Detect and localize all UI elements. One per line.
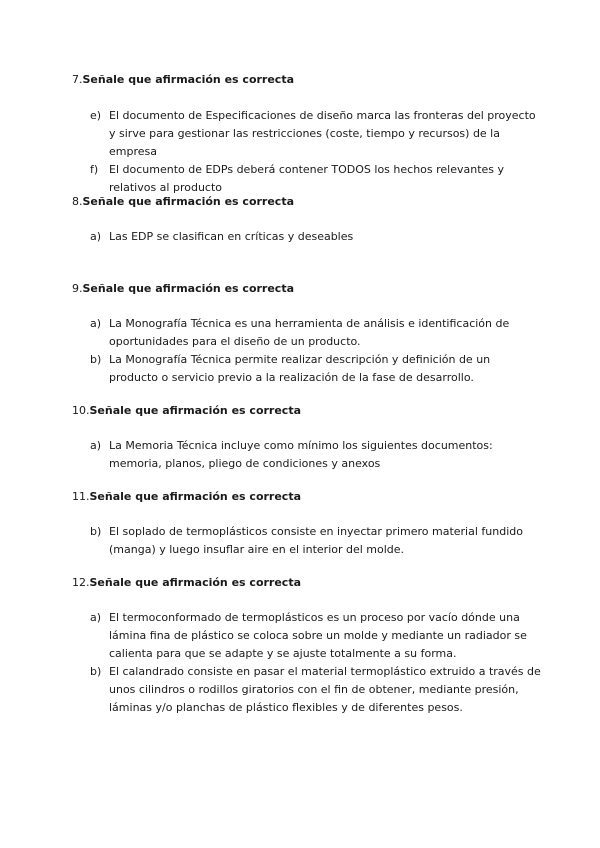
question-number: 8.: [72, 195, 83, 208]
option-text: El soplado de termoplásticos consiste en inyectar primero material fundido (manga) y luego insuflar aire en el interior del molde.: [109, 525, 523, 556]
option-text: El documento de EDPs deberá contener TODOS los hechos relevantes y relativos al producto: [109, 163, 505, 194]
option-text: La Monografía Técnica permite realizar descripción y definición de un producto o servicio previo a la realización de la fase de desarrollo.: [109, 353, 491, 384]
question-title: Señale que afirmación es correcta: [89, 404, 302, 417]
option-list: [72, 315, 542, 387]
option-text: Las EDP se clasifican en críticas y deseables: [109, 230, 354, 243]
option-text: El termoconformado de termoplásticos es un proceso por vacío dónde una lámina fina de plástico se coloca sobre un molde y mediante un radiador se calienta para que se adapte y se ajuste totalmente a su forma.: [109, 611, 527, 660]
option-letter: a): [90, 317, 102, 330]
question-title: Señale que afirmación es correcta: [82, 282, 295, 295]
option-list: [72, 523, 542, 559]
option-text: La Memoria Técnica incluye como mínimo los siguientes documentos: memoria, planos, pliego de condiciones y anexos: [109, 439, 493, 470]
option-list: [72, 107, 542, 197]
question-heading: [72, 194, 542, 209]
option-text: La Monografía Técnica es una herramienta de análisis e identificación de oportunidades para el diseño de un producto.: [109, 317, 510, 348]
option-item: [72, 523, 542, 559]
question-number: 12.: [72, 576, 90, 589]
question-title: Señale que afirmación es correcta: [89, 576, 302, 589]
option-letter: b): [90, 665, 102, 678]
question-title: Señale que afirmación es correcta: [82, 73, 295, 86]
question-heading: [72, 281, 542, 296]
option-letter: e): [90, 109, 102, 122]
option-text: El documento de Especificaciones de diseño marca las fronteras del proyecto y sirve para gestionar las restricciones (coste, tiempo y recursos) de la empresa: [109, 109, 536, 158]
option-item: [72, 351, 542, 387]
option-letter: a): [90, 439, 102, 452]
question-heading: [72, 489, 542, 504]
question-title: Señale que afirmación es correcta: [82, 195, 295, 208]
option-item: [72, 663, 542, 717]
option-list: [72, 228, 542, 246]
option-item: [72, 315, 542, 351]
option-list: [72, 609, 542, 717]
option-item: [72, 437, 542, 473]
question-number: 9.: [72, 282, 83, 295]
question-8: [72, 194, 542, 246]
option-letter: b): [90, 353, 102, 366]
question-9: [72, 281, 542, 387]
option-item: [72, 107, 542, 161]
question-7: [72, 72, 542, 197]
option-text: El calandrado consiste en pasar el material termoplástico extruido a través de unos cilindros o rodillos giratorios con el fin de obtener, mediante presión, láminas y/o planchas de plástico flexibles y de diferentes pesos.: [109, 665, 541, 714]
question-12: [72, 575, 542, 717]
question-heading: [72, 403, 542, 418]
option-item: [72, 161, 542, 197]
option-letter: b): [90, 525, 102, 538]
question-11: [72, 489, 542, 559]
question-title: Señale que afirmación es correcta: [89, 490, 302, 503]
question-number: 10.: [72, 404, 90, 417]
option-letter: f): [90, 163, 99, 176]
question-number: 11.: [72, 490, 90, 503]
question-number: 7.: [72, 73, 83, 86]
option-item: [72, 228, 542, 246]
option-letter: a): [90, 611, 102, 624]
question-heading: [72, 575, 542, 590]
option-item: [72, 609, 542, 663]
option-letter: a): [90, 230, 102, 243]
question-10: [72, 403, 542, 473]
option-list: [72, 437, 542, 473]
question-heading: [72, 72, 542, 87]
